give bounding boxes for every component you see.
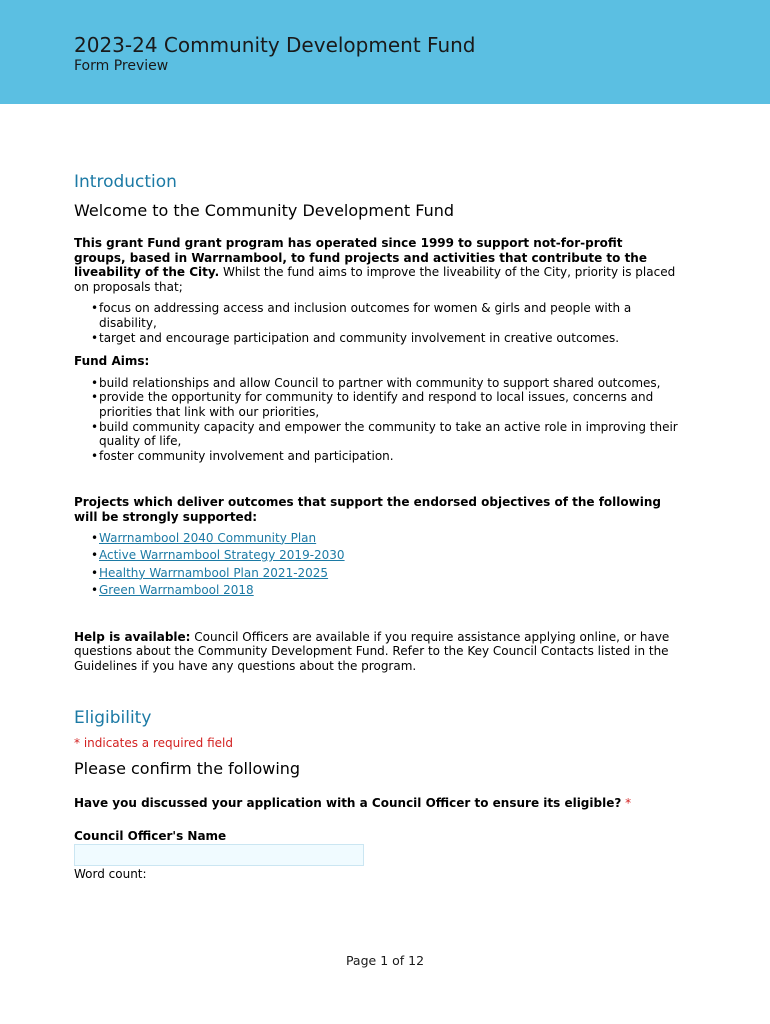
projects-heading: Projects which deliver outcomes that support the endorsed objectives of the following will be strongly supported: xyxy=(74,495,661,524)
list-item: • build relationships and allow Council to partner with community to support shared outcomes, xyxy=(91,375,661,390)
help-text: Council Officers are available if you require assistance applying online, or have questions about the Community Development Fund. Refer to the Key Council Contacts listed in the Guidelines if you have any questions about the program. xyxy=(74,629,670,674)
list-item: • focus on addressing access and inclusion outcomes for women & girls and people with a disability, xyxy=(91,301,632,330)
officer-name-label: Council Officer's Name xyxy=(74,828,227,843)
intro-paragraph-bold: This grant Fund grant program has operated since 1999 to support not-for-profit groups, based in Warrnambool, to fund projects and activities that contribute to the liveability of the City. xyxy=(74,236,647,280)
fund-aims-list xyxy=(74,376,678,464)
page-number: Page 1 of 12 xyxy=(345,953,425,968)
intro-paragraph-rest: Whilst the fund aims to improve the liveability of the City, priority is placed on proposals that; xyxy=(74,265,676,294)
eligibility-subheading: Please confirm the following xyxy=(74,759,301,779)
link-green-warrnambool[interactable]: Green Warrnambool 2018 xyxy=(99,583,254,598)
list-item: • foster community involvement and participation. xyxy=(91,448,394,463)
bullet-icon: • xyxy=(91,448,99,463)
required-field-note: * indicates a required field xyxy=(74,735,233,750)
eligibility-heading: Eligibility xyxy=(74,707,152,728)
list-item: • build community capacity and empower the community to take an active role in improving their quality of life, xyxy=(91,419,678,449)
intro-paragraph xyxy=(74,236,678,294)
list-item xyxy=(74,582,678,600)
officer-name-input[interactable] xyxy=(74,844,364,866)
bullet-icon: • xyxy=(91,583,99,598)
bullet-icon: • xyxy=(91,548,99,563)
bullet-icon: • xyxy=(91,375,99,390)
bullet-icon: • xyxy=(91,301,99,316)
list-item xyxy=(74,547,678,565)
form-subtitle: Form Preview xyxy=(74,58,169,74)
form-title: 2023-24 Community Development Fund xyxy=(74,33,476,57)
help-bold: Help is available: xyxy=(74,629,191,644)
bullet-icon: • xyxy=(91,330,99,345)
bullet-icon: • xyxy=(91,419,99,434)
bullet-icon: • xyxy=(91,530,99,545)
form-content xyxy=(74,171,678,882)
introduction-heading: Introduction xyxy=(74,172,177,192)
list-item xyxy=(74,565,678,583)
required-marker: * xyxy=(625,796,632,811)
help-paragraph xyxy=(74,630,678,674)
list-item: • provide the opportunity for community to identify and respond to local issues, concerns and priorities that link with our priorities, xyxy=(91,390,654,419)
officer-discussion-question: Have you discussed your application with a Council Officer to ensure its eligible? * xyxy=(74,796,632,811)
page-header xyxy=(0,0,770,104)
link-warrnambool-2040[interactable]: Warrnambool 2040 Community Plan xyxy=(99,530,317,545)
bullet-icon: • xyxy=(91,565,99,580)
list-item xyxy=(74,530,678,548)
list-item: • target and encourage participation and community involvement in creative outcomes. xyxy=(91,330,620,345)
link-active-warrnambool[interactable]: Active Warrnambool Strategy 2019-2030 xyxy=(99,548,345,563)
fund-aims-heading: Fund Aims: xyxy=(74,354,150,369)
introduction-subheading: Welcome to the Community Development Fund xyxy=(74,201,455,220)
link-healthy-warrnambool[interactable]: Healthy Warrnambool Plan 2021-2025 xyxy=(99,565,329,580)
priorities-list xyxy=(74,301,678,345)
bullet-icon: • xyxy=(91,390,99,405)
word-count-label: Word count: xyxy=(74,867,147,882)
strategy-links-list xyxy=(74,530,678,600)
